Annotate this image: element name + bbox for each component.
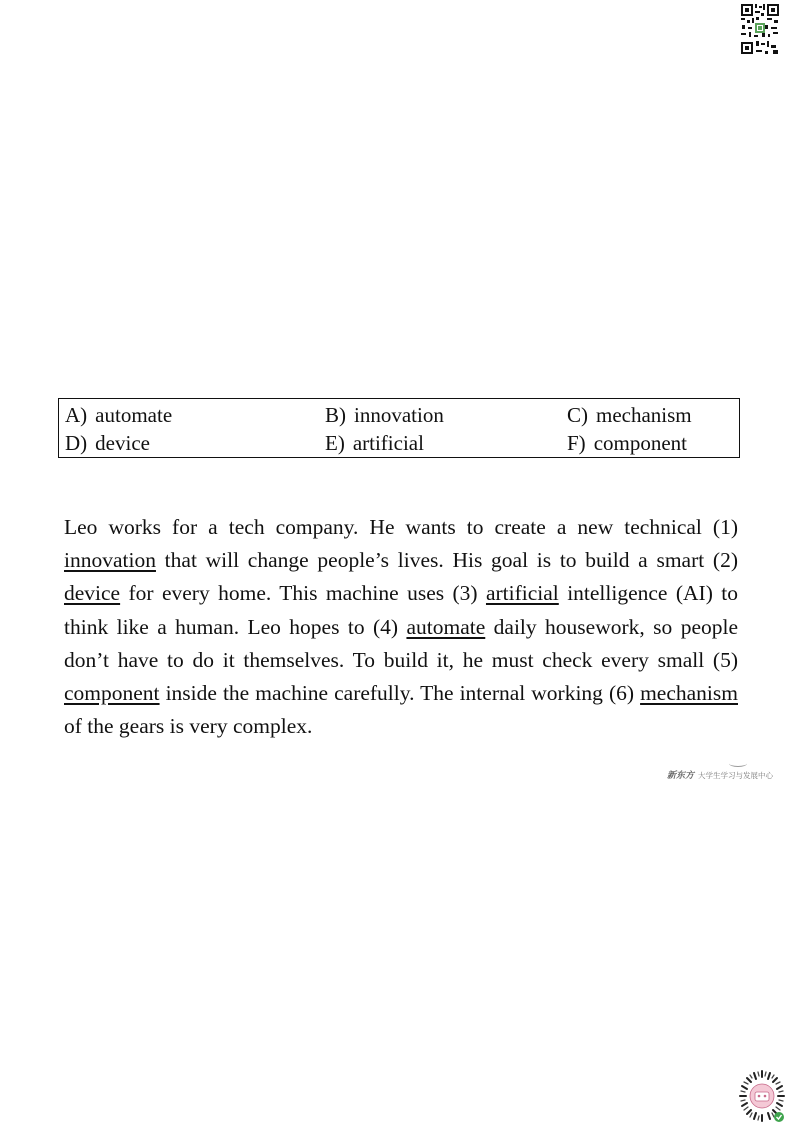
option-word: device (95, 431, 150, 455)
swoosh-icon (729, 760, 747, 767)
option-letter: D) (65, 431, 88, 455)
option-word: mechanism (596, 403, 692, 427)
word-option-f (567, 431, 687, 455)
passage-text: that will change people’s lives. His goal is to build a smart (2) (155, 548, 738, 573)
answer-blank-5: component (64, 681, 160, 706)
option-letter: C) (567, 403, 588, 427)
qr-code-icon (740, 3, 780, 55)
option-word: artificial (352, 431, 424, 455)
word-option-d (65, 431, 150, 455)
option-word: automate (95, 403, 173, 427)
answer-blank-1: innovation (64, 548, 156, 573)
option-letter: B) (325, 403, 346, 427)
option-letter: E) (325, 431, 345, 455)
brand-name: 新东方 (667, 771, 695, 781)
word-option-a (65, 403, 172, 427)
mini-program-code-icon (736, 1068, 788, 1128)
option-word: innovation (354, 403, 444, 427)
passage-text: intelligence (AI) to think like a human. Leo hopes to (4) (64, 581, 738, 639)
option-letter: F) (567, 431, 586, 455)
word-bank-box (58, 398, 740, 458)
option-word: component (593, 431, 687, 455)
passage-text: Leo works for a tech company. He wants to create a new technical (1) (64, 515, 738, 539)
passage-text: inside the machine carefully. The internal working (6) (159, 681, 641, 706)
passage-text: daily housework, so people don’t have to do it themselves. To build it, he must check every small (5) (64, 614, 739, 672)
footer-logo (667, 768, 787, 784)
passage-text: for every home. This machine uses (3) (120, 581, 486, 606)
answer-blank-6: mechanism (640, 681, 738, 706)
answer-blank-2: device (64, 581, 121, 606)
answer-blank-3: artificial (485, 581, 559, 606)
word-option-c (567, 403, 692, 427)
option-letter: A) (65, 403, 88, 427)
word-option-b (325, 403, 444, 427)
answer-blank-4: automate (406, 614, 486, 639)
word-option-e (325, 431, 424, 455)
passage-paragraph (64, 511, 738, 743)
passage-text: of the gears is very complex. (64, 714, 313, 739)
brand-tagline: 大学生学习与发展中心 (698, 771, 774, 780)
